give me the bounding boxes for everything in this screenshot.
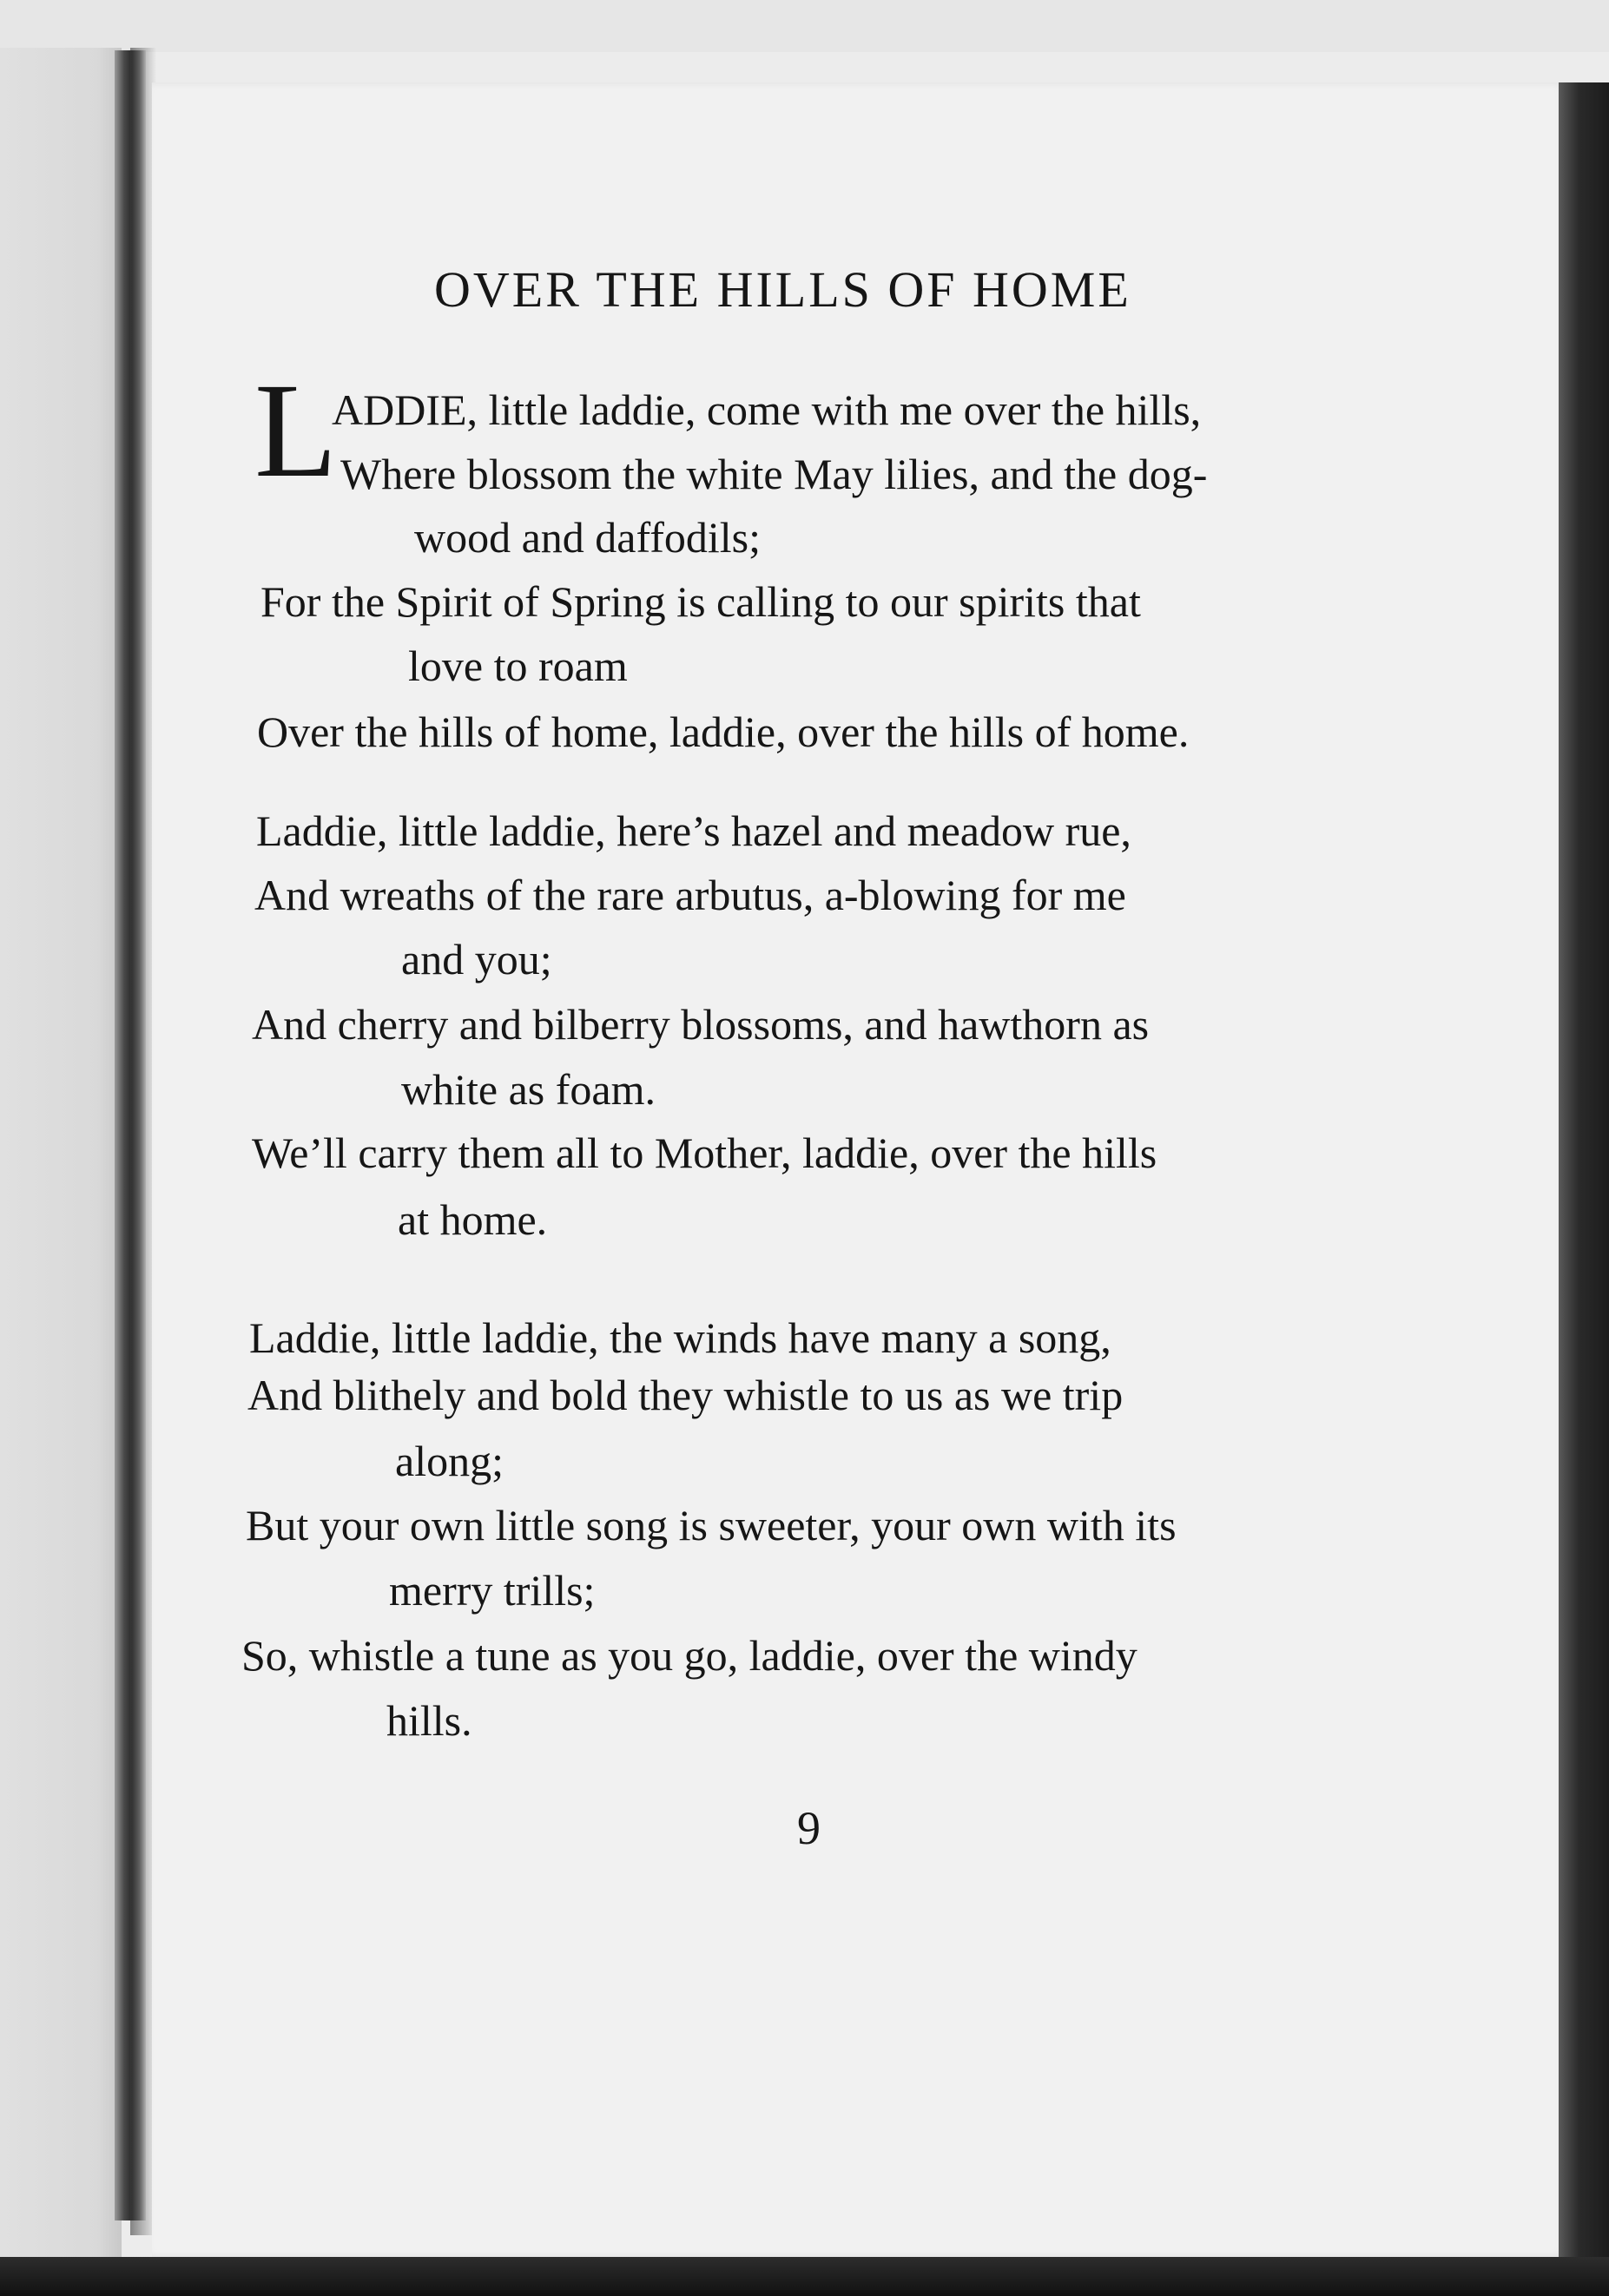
drop-cap: L — [254, 355, 338, 505]
stanza-3-line-4: But your own little song is sweeter, your own with its — [246, 1501, 1177, 1549]
stanza-1-line-3: wood and daffodils; — [414, 513, 762, 562]
stanza-3-line-3: along; — [395, 1437, 504, 1485]
stanza-1-line-2: Where blossom the white May lilies, and the dog- — [340, 450, 1208, 498]
stanza-1-line-6: Over the hills of home, laddie, over the hills of home. — [257, 707, 1190, 756]
stanza-1-line-1: ADDIE, little laddie, come with me over the hills, — [332, 385, 1202, 434]
stanza-3-line-7: hills. — [386, 1696, 472, 1745]
page-number: 9 — [797, 1802, 821, 1854]
stanza-2-line-5: white as foam. — [401, 1065, 656, 1114]
stanza-1-line-4: For the Spirit of Spring is calling to our spirits that — [260, 577, 1141, 626]
stanza-2-line-3: and you; — [401, 935, 552, 984]
stanza-3-line-1: Laddie, little laddie, the winds have many a song, — [249, 1313, 1111, 1362]
stanza-2-line-4: And cherry and bilberry blossoms, and hawthorn as — [252, 1000, 1150, 1049]
stanza-2-line-1: Laddie, little laddie, here’s hazel and meadow rue, — [256, 806, 1131, 855]
stanza-3-line-6: So, whistle a tune as you go, laddie, over the windy — [241, 1631, 1138, 1680]
stanza-2-line-7: at home. — [398, 1195, 548, 1244]
stanza-2-line-2: And wreaths of the rare arbutus, a-blowing for me — [254, 871, 1126, 919]
poem-title: OVER THE HILLS OF HOME — [434, 261, 1131, 318]
stanza-2-line-6: We’ll carry them all to Mother, laddie, over the hills — [252, 1128, 1157, 1177]
stanza-3-line-5: merry trills; — [389, 1566, 596, 1615]
stanza-3-line-2: And blithely and bold they whistle to us as we trip — [247, 1371, 1124, 1419]
stanza-1-line-5: love to roam — [408, 641, 628, 690]
